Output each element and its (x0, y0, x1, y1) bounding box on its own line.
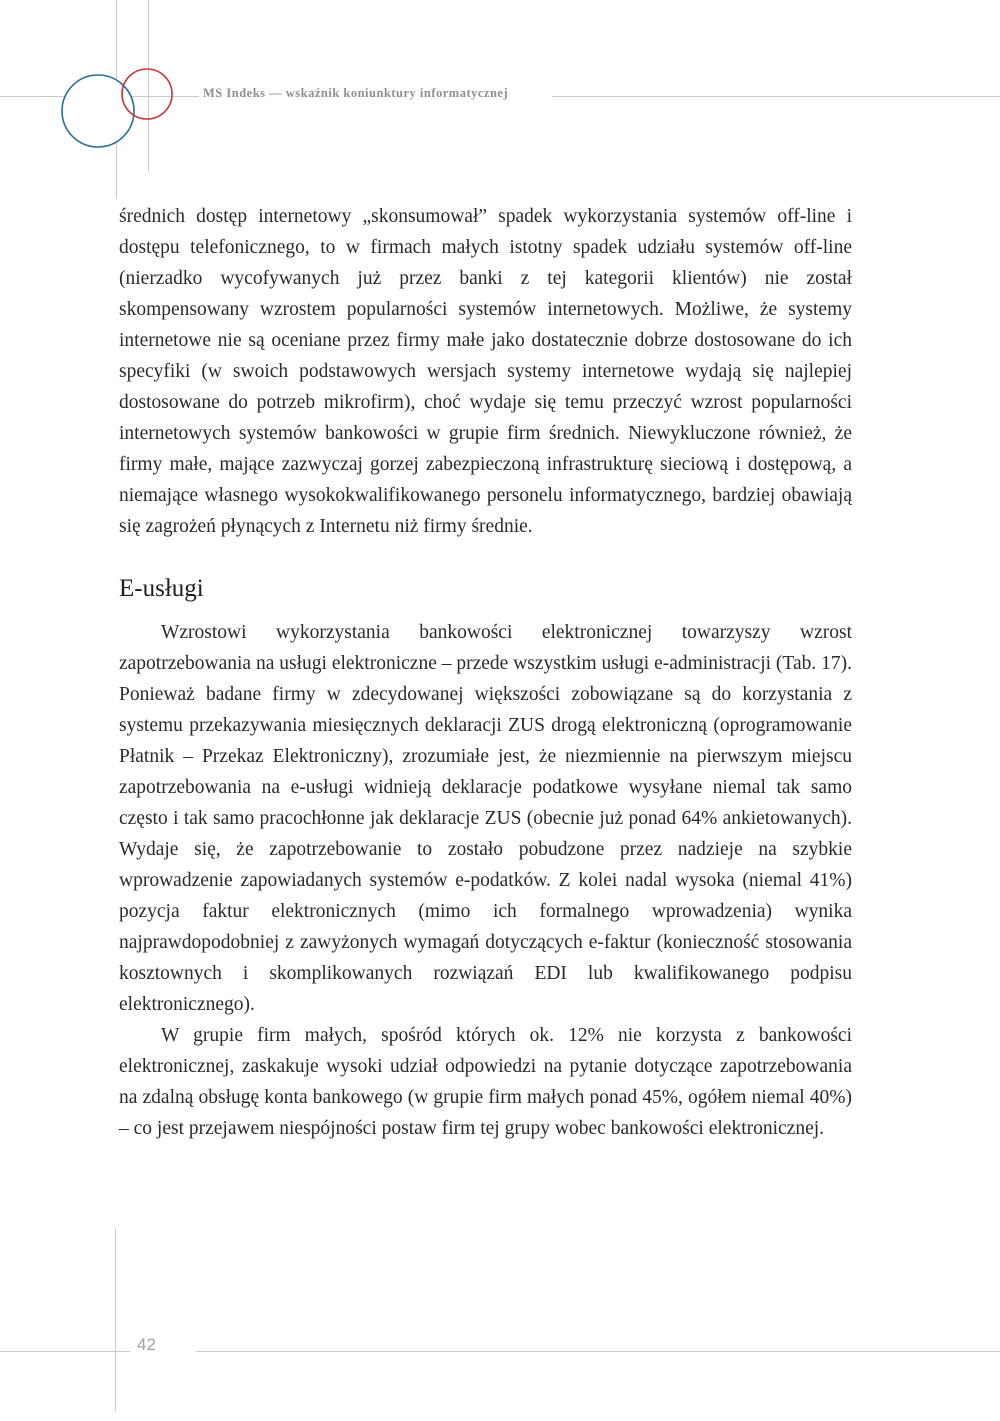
paragraph-continuation: średnich dostęp internetowy „skonsumował” spadek wykorzystania systemów off-line i dostępu telefonicznego, to w firmach małych istotny spadek udziału systemów off-line (nierzadko wycofywanych już przez banki z tej kategorii klientów) nie został skompensowany wzrostem popularności systemów internetowych. Możliwe, że systemy internetowe nie są oceniane przez firmy małe jako dostatecznie dobrze dostosowane do ich specyfiki (w swoich podstawowych wersjach systemy internetowe wydają się najlepiej dostosowane do potrzeb mikrofirm), choć wydaje się temu przeczyć wzrost popularności internetowych systemów bankowości w grupie firm średnich. Niewykluczone również, że firmy małe, mające zazwyczaj gorzej zabezpieczoną infrastrukturę sieciową i dostępową, a niemające własnego wysokokwalifikowanego personelu informatycznego, bardziej obawiają się zagrożeń płynących z Internetu niż firmy średnie. (119, 206, 852, 537)
paragraph-e-services: Wzrostowi wykorzystania bankowości elektronicznej towarzyszy wzrost zapotrzebowania na usługi elektroniczne – przede wszystkim usługi e-administracji (Tab. 17). Ponieważ badane firmy w zdecydowanej większości zobowiązane są do korzystania z systemu przekazywania miesięcznych deklaracji ZUS drogą elektroniczną (oprogramowanie Płatnik – Przekaz Elektroniczny), zrozumiałe jest, że niezmiennie na pierwszym miejscu zapotrzebowania na e-usługi widnieją deklaracje podatkowe wysyłane niemal tak samo często i tak samo pracochłonne jak deklaracje ZUS (obecnie już ponad 64% ankietowanych). Wydaje się, że zapotrzebowanie to zostało pobudzone przez nadzieje na szybkie wprowadzenie zapowiadanych systemów e-podatków. Z kolei nadal wysoka (niemal 41%) pozycja faktur elektronicznych (mimo ich formalnego wprowadzenia) wynika najprawdopodobniej z zawyżonych wymagań dotyczących e-faktur (konieczność stosowania kosztownych i skomplikowanych rozwiązań EDI lub kwalifikowanego podpisu elektronicznego). (119, 622, 852, 1015)
document-body (119, 201, 852, 1144)
running-header-title: MS Indeks — wskaźnik koniunktury informatycznej (199, 86, 514, 101)
paragraph-small-firms: W grupie firm małych, spośród których ok. 12% nie korzysta z bankowości elektronicznej, zaskakuje wysoki udział odpowiedzi na pytanie dotyczące zapotrzebowania na zdalną obsługę konta bankowego (w grupie firm małych ponad 45%, ogółem niemal 40%) – co jest przejawem niespójności postaw firm tej grupy wobec bankowości elektronicznej. (119, 1025, 852, 1139)
section-heading-e-uslugi: E-usługi (119, 575, 204, 602)
footer-rule-left (0, 1351, 130, 1352)
two-overlapping-circles-logo (0, 0, 200, 200)
page-number: 42 (137, 1335, 156, 1354)
footer-vertical-rule (115, 1228, 116, 1411)
header-rule-right (552, 96, 1000, 97)
footer-rule-right (196, 1351, 1000, 1352)
